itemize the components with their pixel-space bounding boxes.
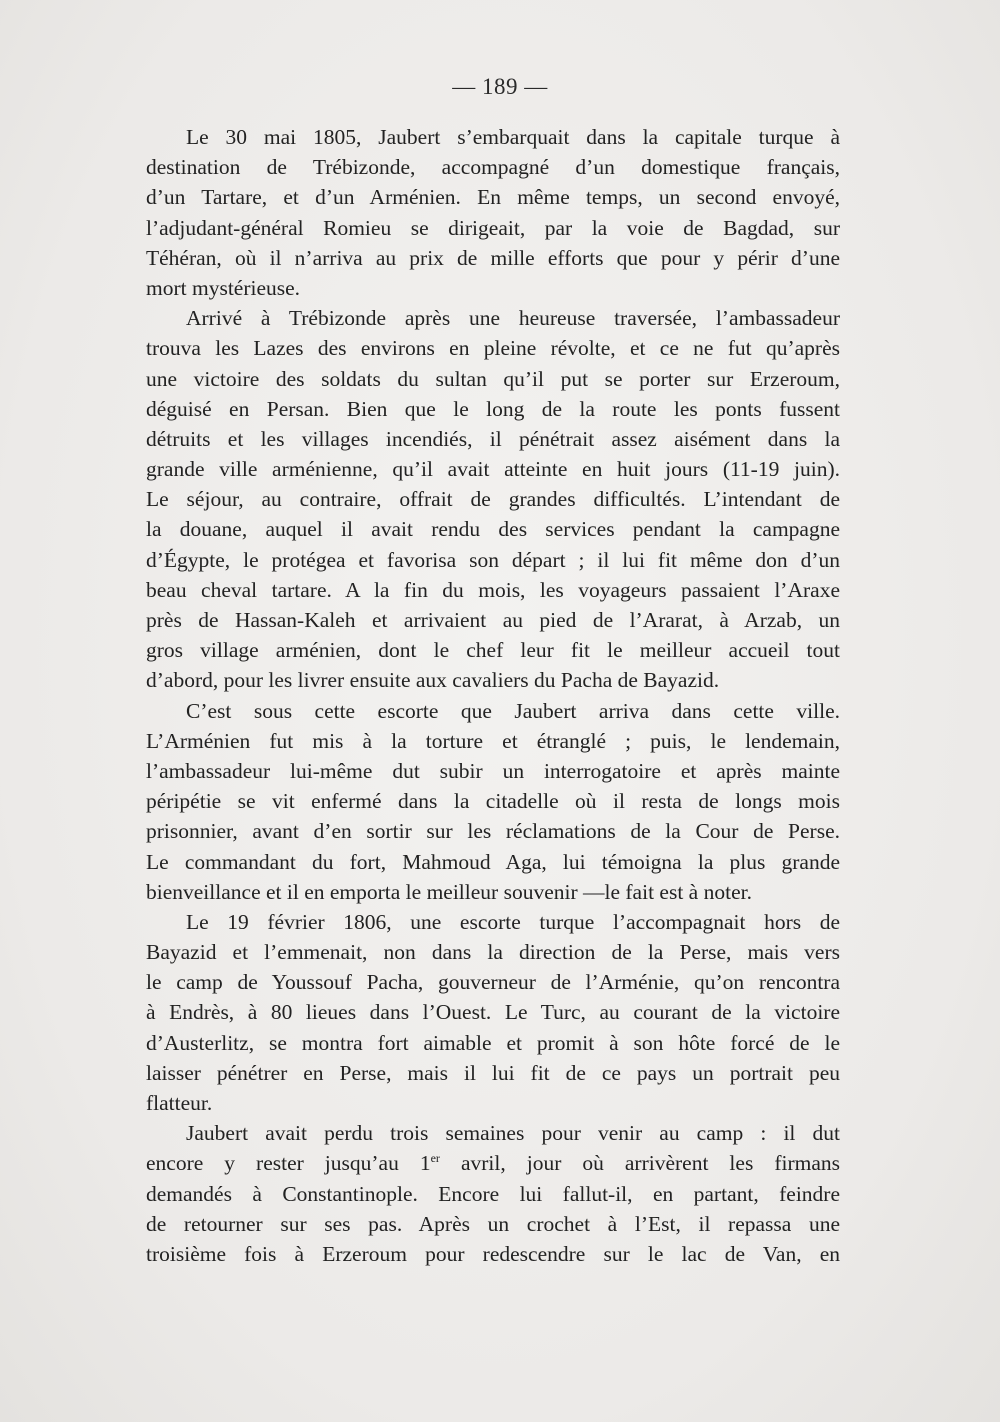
text-line: grande ville arménienne, qu’il avait atteinte en huit jours (11-19 juin). bbox=[146, 457, 840, 482]
text-line: Jaubert avait perdu trois semaines pour venir au camp : il dut bbox=[186, 1121, 840, 1146]
paragraph bbox=[146, 303, 840, 695]
text-line: d’Égypte, le protégea et favorisa son départ ; il lui fit même don d’un bbox=[146, 547, 840, 572]
text-line: péripétie se vit enfermé dans la citadelle où il resta de longs mois bbox=[146, 789, 840, 814]
text-line-with-superscript bbox=[146, 1148, 840, 1178]
text-segment: encore y rester jusqu’au 1 bbox=[146, 1151, 431, 1176]
body-text bbox=[146, 122, 840, 1269]
text-line: le camp de Youssouf Pacha, gouverneur de l’Arménie, qu’on rencontra bbox=[146, 970, 840, 995]
paragraph bbox=[146, 1118, 840, 1269]
text-line: Le 30 mai 1805, Jaubert s’embarquait dans la capitale turque à bbox=[186, 125, 840, 149]
text-line: destination de Trébizonde, accompagné d’un domestique français, bbox=[146, 155, 840, 180]
text-line: gros village arménien, dont le chef leur fit le meilleur accueil tout bbox=[146, 638, 840, 663]
page-number: — 189 — bbox=[452, 74, 548, 99]
text-line: prisonnier, avant d’en sortir sur les réclamations de la Cour de Perse. bbox=[146, 819, 840, 844]
text-line: déguisé en Persan. Bien que le long de la route les ponts fussent bbox=[146, 396, 840, 421]
text-line: détruits et les villages incendiés, il pénétrait assez aisément dans la bbox=[146, 426, 840, 451]
text-line: bienveillance et il en emporta le meilleur souvenir —le fait est à noter. bbox=[146, 879, 752, 904]
text-segment: avril, jour où arrivèrent les firmans bbox=[439, 1151, 840, 1176]
text-line: laisser pénétrer en Perse, mais il lui fit de ce pays un portrait peu bbox=[146, 1060, 840, 1085]
text-line: troisième fois à Erzeroum pour redescendre sur le lac de Van, en bbox=[146, 1241, 840, 1266]
text-line: C’est sous cette escorte que Jaubert arriva dans cette ville. bbox=[186, 698, 840, 723]
text-line: Le séjour, au contraire, offrait de grandes difficultés. L’intendant de bbox=[146, 487, 840, 512]
text-line: Arrivé à Trébizonde après une heureuse traversée, l’ambassadeur bbox=[186, 306, 840, 331]
text-line: flatteur. bbox=[146, 1091, 213, 1115]
text-line: Le 19 février 1806, une escorte turque l’accompagnait hors de bbox=[186, 909, 840, 934]
text-line: de retourner sur ses pas. Après un crochet à l’Est, il repassa une bbox=[146, 1211, 840, 1236]
text-line: à Endrès, à 80 lieues dans l’Ouest. Le Turc, au courant de la victoire bbox=[146, 1000, 840, 1025]
paragraph bbox=[146, 696, 840, 907]
text-line: Téhéran, où il n’arriva au prix de mille efforts que pour y périr d’une bbox=[146, 245, 840, 270]
text-line: près de Hassan-Kaleh et arrivaient au pied de l’Ararat, à Arzab, un bbox=[146, 608, 840, 632]
text-line: Le commandant du fort, Mahmoud Aga, lui témoigna la plus grande bbox=[146, 849, 840, 874]
text-line: d’Austerlitz, se montra fort aimable et promit à son hôte forcé de le bbox=[146, 1030, 840, 1055]
text-line: l’adjudant-général Romieu se dirigeait, par la voie de Bagdad, sur bbox=[146, 215, 840, 240]
text-line: demandés à Constantinople. Encore lui fallut-il, en partant, feindre bbox=[146, 1181, 840, 1206]
text-line: L’Arménien fut mis à la torture et étranglé ; puis, le lendemain, bbox=[146, 728, 840, 753]
text-line: d’un Tartare, et d’un Arménien. En même temps, un second envoyé, bbox=[146, 185, 840, 210]
text-line: beau cheval tartare. A la fin du mois, les voyageurs passaient l’Araxe bbox=[146, 577, 840, 602]
text-line: trouva les Lazes des environs en pleine révolte, et ce ne fut qu’après bbox=[146, 336, 840, 361]
text-line: mort mystérieuse. bbox=[146, 275, 301, 300]
text-line: l’ambassadeur lui-même dut subir un interrogatoire et après mainte bbox=[146, 758, 840, 783]
text-line: Bayazid et l’emmenait, non dans la direction de la Perse, mais vers bbox=[146, 940, 840, 965]
text-line: la douane, auquel il avait rendu des services pendant la campagne bbox=[146, 517, 840, 542]
paragraph bbox=[146, 122, 840, 303]
paragraph bbox=[146, 907, 840, 1118]
superscript: er bbox=[430, 1151, 440, 1166]
text-line: une victoire des soldats du sultan qu’il put se porter sur Erzeroum, bbox=[146, 366, 840, 391]
text-line: d’abord, pour les livrer ensuite aux cavaliers du Pacha de Bayazid. bbox=[146, 668, 720, 693]
